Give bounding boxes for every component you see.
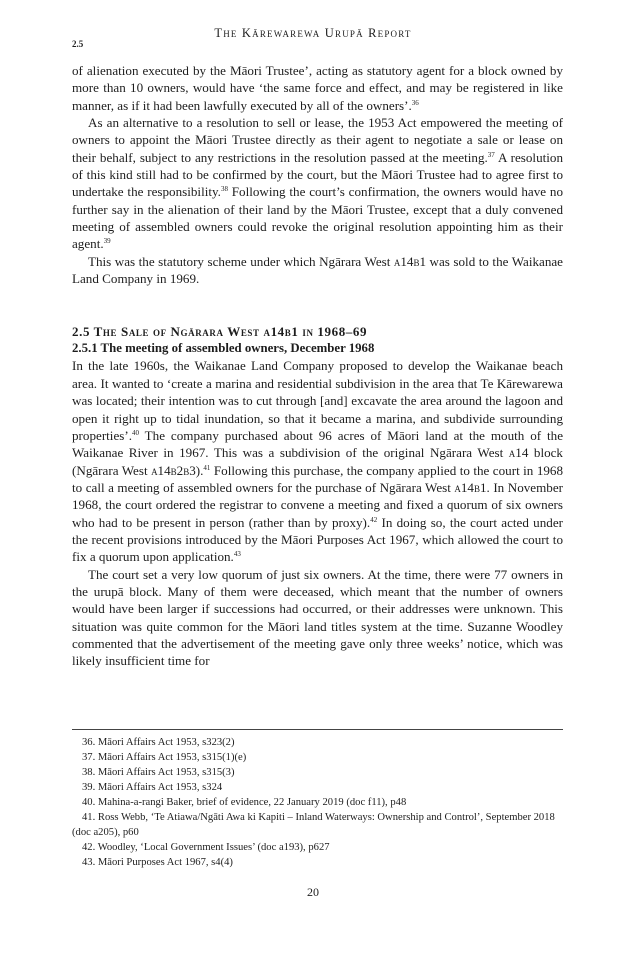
- paragraph-1: [72, 62, 563, 114]
- paragraph-text: was sold to the Waikanae Land Company in 1969.: [72, 253, 563, 287]
- footnote-divider: [72, 729, 563, 730]
- footnote-ref[interactable]: 41: [203, 463, 211, 472]
- footnotes: [72, 735, 563, 870]
- paragraph-text: In the late 1960s, the Waikanae Land Company proposed to develop the Waikanae beach area. It wanted to ‘create a marina and residential subdivision in the area that Te Kārewarewa was located; their intention was to cut through [and] excavate the area around the lagoon and open it right up to tidal inundation, so that it became a marina, and subdivide surrounding properties’.: [72, 358, 563, 443]
- footnote: 37. Māori Affairs Act 1953, s315(1)(e): [82, 752, 247, 763]
- page-number: 20: [307, 885, 319, 899]
- section-marker: 2.5: [72, 39, 84, 49]
- paragraph-text: of alienation executed by the Māori Trustee’, acting as statutory agent for a block owned by more than 10 owners, would have ‘the same force and effect, and may be registered in like manner, as if it had been lawfully executed by all of the owners’.: [72, 63, 563, 113]
- block-id: a14b1: [454, 479, 487, 495]
- paragraph-text: Following this purchase, the company applied to the court in 1968 to call a meeting of assembled owners for the purchase of Ngārara West: [72, 462, 564, 495]
- paragraph-5: [72, 566, 563, 670]
- footnote: 38. Māori Affairs Act 1953, s315(3): [82, 767, 235, 778]
- section-gap: [72, 287, 563, 323]
- block-id: a14b1: [393, 253, 427, 269]
- footnote: 43. Māori Purposes Act 1967, s4(4): [82, 857, 233, 868]
- footnote-ref[interactable]: 43: [233, 550, 241, 559]
- footnote: 40. Mahina-a-rangi Baker, brief of evidence, 22 January 2019 (doc f11), p48: [82, 797, 407, 808]
- paragraph-text: This was the statutory scheme under which Ngārara West: [88, 253, 394, 269]
- paragraph-text: Following the court’s confirmation, the owners would have no further say in the alienation of their land by the Māori Trustee, except that a duly convened meeting of assembled owners could revoke the original resolution appointing him as their agent.: [72, 184, 563, 252]
- block-id: a14b2b3: [151, 462, 196, 478]
- subsection-heading: 2.5.1 The meeting of assembled owners, December 1968: [72, 341, 375, 356]
- paragraph-2: [72, 114, 563, 253]
- footnote-ref[interactable]: 40: [132, 428, 139, 437]
- footnote: 36. Māori Affairs Act 1953, s323(2): [82, 737, 235, 748]
- footnote: 42. Woodley, ‘Local Government Issues’ (doc a193), p627: [82, 842, 330, 853]
- footnote-ref[interactable]: 37: [487, 150, 495, 159]
- paragraph-text: ).: [195, 462, 204, 478]
- block-id: a14: [508, 445, 529, 461]
- paragraph-text: The company purchased about 96 acres of Māori land at the mouth of the Waikanae River in 1967. This was a subdivision of the original Ngārara West: [72, 427, 563, 461]
- paragraph-text: The court set a very low quorum of just six owners. At the time, there were 77 owners in the urupā block. Many of them were deceased, which meant that the number of owners would have been larger if successions had occurred, or their addresses were unknown. This situation was quite common for the Māori land titles system at the time. Suzanne Woodley commented that the advertisement of the meeting gave only three weeks’ notice, which was likely insufficient time for: [72, 566, 563, 669]
- footnote-ref[interactable]: 38: [220, 185, 228, 194]
- paragraph-4: [72, 357, 563, 565]
- running-head: The Kārewarewa Urupā Report: [214, 26, 412, 40]
- paragraph-3: [72, 253, 563, 288]
- body-text: [72, 62, 563, 670]
- section-heading: 2.5 The Sale of Ngārara West a14b1 in 1968–69: [72, 324, 368, 340]
- footnote: 41. Ross Webb, ‘Te Atiawa/Ngāti Awa ki Kapiti – Inland Waterways: Ownership and Control’, September 2018 (doc a205), p60: [72, 812, 555, 838]
- paragraph-text: As an alternative to a resolution to sell or lease, the 1953 Act empowered the meeting of owners to appoint the Māori Trustee directly as their agent to negotiate a sale or lease on their behalf, subject to any restrictions in the resolution passed at the meeting.: [72, 115, 563, 165]
- footnote-ref[interactable]: 39: [103, 237, 111, 246]
- footnote: 39. Māori Affairs Act 1953, s324: [82, 782, 223, 793]
- footnote-ref[interactable]: 42: [370, 515, 378, 524]
- paragraph-text: A resolution of this kind still had to be confirmed by the court, but the Māori Trustee had to agree first to undertake the responsibility.: [72, 149, 563, 200]
- paragraph-text: block (Ngārara West: [72, 445, 563, 478]
- paragraph-text: In doing so, the court acted under the recent provisions introduced by the Māori Purposes Act 1967, which allowed the court to fix a quorum upon application.: [72, 514, 563, 565]
- footnote-ref[interactable]: 36: [411, 98, 419, 107]
- paragraph-text: . In November 1968, the court ordered the registrar to convene a meeting and fixed a quorum of six owners who had to be present in person (rather than by proxy).: [72, 479, 564, 530]
